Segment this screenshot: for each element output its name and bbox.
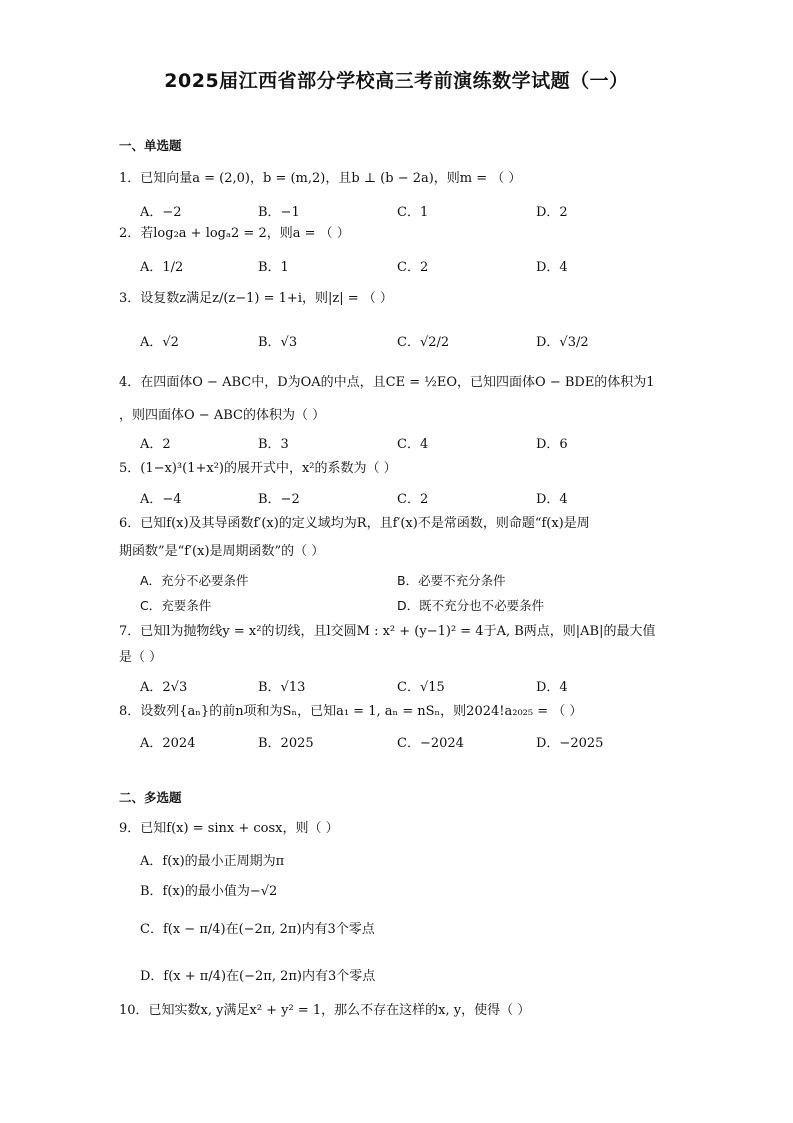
q2-option-c: C．2 — [397, 260, 429, 275]
question-4-stem-line-2: ，则四面体O − ABC的体积为（ ） — [119, 408, 326, 423]
q8-option-c: C．−2024 — [397, 736, 464, 751]
q6-option-c: C．充要条件 — [140, 598, 212, 613]
q5-option-a: A．−4 — [140, 492, 182, 507]
section-heading-single-choice: 一、单选题 — [119, 138, 182, 153]
q6-option-d: D．既不充分也不必要条件 — [397, 598, 545, 613]
question-3-stem: 3．设复数z满足z/(z−1) = 1+i，则|z| = （ ） — [119, 291, 393, 306]
q8-option-d: D．−2025 — [536, 736, 604, 751]
q3-option-b: B．√3 — [258, 335, 298, 350]
question-5-stem: 5．(1−x)³(1+x²)的展开式中，x²的系数为（ ） — [119, 461, 397, 476]
question-1-stem: 1．已知向量a = (2,0)，b = (m,2)，且b ⊥ (b − 2a)，则m = （ ） — [119, 171, 522, 186]
q5-option-b: B．−2 — [258, 492, 300, 507]
q7-option-a: A．2√3 — [140, 680, 188, 695]
q3-option-a: A．√2 — [140, 335, 179, 350]
question-9-stem: 9．已知f(x) = sinx + cosx，则（ ） — [119, 821, 339, 836]
q3-option-d: D．√3/2 — [536, 335, 589, 350]
q2-option-d: D．4 — [536, 260, 568, 275]
q8-option-a: A．2024 — [140, 736, 196, 751]
q7-option-b: B．√13 — [258, 680, 306, 695]
q5-option-d: D．4 — [536, 492, 568, 507]
q4-option-c: C．4 — [397, 437, 429, 452]
q6-option-a: A．充分不必要条件 — [140, 573, 249, 588]
question-8-stem: 8．设数列{aₙ}的前n项和为Sₙ，已知a₁ = 1, aₙ = nSₙ，则2024!a₂₀₂₅ = （ ） — [119, 704, 583, 719]
question-6-stem-line-2: 期函数”是“f′(x)是周期函数”的（ ） — [119, 544, 325, 559]
question-7-stem-line-1: 7．已知l为抛物线y = x²的切线，且l交圆M : x² + (y−1)² = 4于A, B两点，则|AB|的最大值 — [119, 624, 656, 639]
q7-option-d: D．4 — [536, 680, 568, 695]
q4-option-b: B．3 — [258, 437, 289, 452]
q1-option-b: B．−1 — [258, 205, 300, 220]
q9-option-a: A．f(x)的最小正周期为π — [140, 854, 285, 869]
page-title: 2025届江西省部分学校高三考前演练数学试题（一） — [164, 70, 629, 92]
q1-option-c: C．1 — [397, 205, 429, 220]
question-4-stem-line-1: 4．在四面体O − ABC中，D为OA的中点，且CE = ½EO，已知四面体O − BDE的体积为1 — [119, 375, 655, 390]
question-2-stem: 2．若log₂a + logₐ2 = 2，则a = （ ） — [119, 226, 350, 241]
q9-option-b: B．f(x)的最小值为−√2 — [140, 884, 278, 899]
q3-option-c: C．√2/2 — [397, 335, 450, 350]
q9-option-c: C．f(x − π/4)在(−2π, 2π)内有3个零点 — [140, 922, 375, 937]
q2-option-b: B．1 — [258, 260, 289, 275]
q4-option-d: D．6 — [536, 437, 568, 452]
q1-option-a: A．−2 — [140, 205, 182, 220]
q7-option-c: C．√15 — [397, 680, 445, 695]
question-6-stem-line-1: 6．已知f(x)及其导函数f′(x)的定义域均为R，且f′(x)不是常函数，则命题“f(x)是周 — [119, 516, 590, 531]
q9-option-d: D．f(x + π/4)在(−2π, 2π)内有3个零点 — [140, 969, 376, 984]
question-10-stem: 10．已知实数x, y满足x² + y² = 1，那么不存在这样的x, y，使得（ ） — [119, 1003, 531, 1018]
q2-option-a: A．1/2 — [140, 260, 184, 275]
q1-option-d: D．2 — [536, 205, 568, 220]
section-heading-multiple-choice: 二、多选题 — [119, 790, 182, 805]
question-7-stem-line-2: 是（ ） — [119, 650, 163, 665]
q8-option-b: B．2025 — [258, 736, 314, 751]
q5-option-c: C．2 — [397, 492, 429, 507]
q4-option-a: A．2 — [140, 437, 171, 452]
q6-option-b: B．必要不充分条件 — [397, 573, 506, 588]
